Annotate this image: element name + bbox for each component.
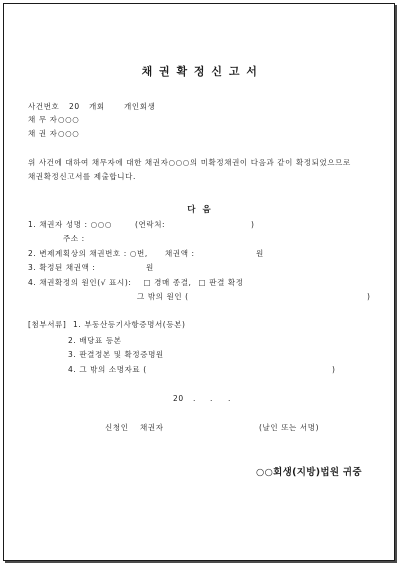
contact-close: ) [251, 220, 255, 229]
attachment-item: 3. 판결정본 및 확정증명원 [68, 350, 164, 359]
applicant-role: 채권자 [140, 423, 164, 432]
contact-open: (연락처: [135, 220, 166, 229]
judgment-checkbox-icon: □ [198, 278, 207, 287]
auction-checkbox-icon: □ [143, 278, 152, 287]
attachment-item: 2. 배당표 등본 [68, 336, 122, 345]
body-line: 채권확정신고서를 제출합니다. [28, 172, 136, 181]
date-dot: . [228, 394, 231, 403]
date-dot: . [193, 394, 196, 403]
section-heading: 다 음 [187, 205, 213, 215]
attachment-item: 4. 그 밖의 소명자료 ( [68, 365, 147, 374]
case-year: 20 [69, 102, 80, 111]
attachment-item: 1. 부동산등기사항증명서(등본) [73, 320, 186, 329]
confirmed-amount-label: 3. 확정된 채권액 : [28, 263, 96, 272]
other-cause-close: ) [367, 292, 371, 301]
applicant-label: 신청인 [105, 423, 129, 432]
case-name: 개인회생 [124, 102, 156, 111]
creditor-name: ○○○ [58, 129, 80, 138]
creditor-name-line: 1. 채권자 성명 : ○○○ [28, 220, 113, 229]
date-dot: . [210, 394, 213, 403]
case-number-label: 사건번호 [28, 102, 60, 111]
judgment-option-label: 판결 확정 [209, 278, 244, 287]
body-line: 위 사건에 대하여 채무자에 대한 채권자○○○의 미확정채권이 다음과 같이 확정되었으므로 [28, 158, 351, 167]
claim-number-line: 2. 변제계획상의 채권번호 : ○번, [28, 249, 148, 258]
attachments-label: [첨부서류] [28, 320, 67, 329]
document-title: 채 권 확 정 신 고 서 [141, 65, 259, 78]
debtor-label: 채 무 자 [28, 115, 58, 124]
court-addressee: ○○회생(지방)법원 귀중 [256, 467, 362, 478]
cause-label: 4. 채권확정의 원인(√ 표시): [28, 278, 132, 287]
attachment-close: ) [332, 365, 336, 374]
claim-amount-label: 채권액 : [165, 249, 195, 258]
creditor-label: 채 권 자 [28, 129, 58, 138]
cause-row [28, 278, 244, 288]
confirmed-amount-unit: 원 [146, 263, 154, 272]
other-cause-open: 그 밖의 원인 ( [137, 292, 189, 301]
seal-note: (날인 또는 서명) [259, 423, 320, 432]
case-type: 개회 [89, 102, 105, 111]
date-year: 20 [173, 394, 184, 403]
claim-amount-unit: 원 [256, 249, 264, 258]
debtor-name: ○○○ [58, 115, 80, 124]
auction-option-label: 경매 종결, [154, 278, 192, 287]
address-label: 주소 : [63, 234, 85, 243]
